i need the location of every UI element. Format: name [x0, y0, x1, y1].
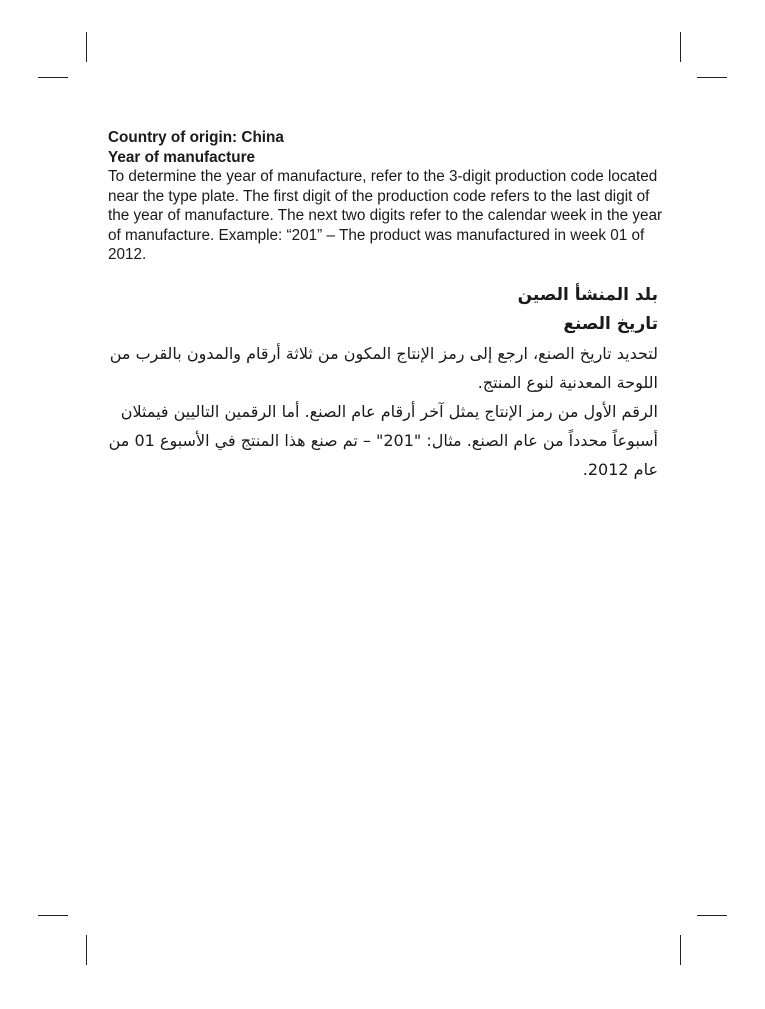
- arabic-section: [108, 281, 658, 484]
- year-of-manufacture-heading: Year of manufacture: [108, 148, 256, 166]
- crop-mark-top-left-horizontal: [38, 77, 68, 78]
- crop-mark-bottom-right-vertical: [680, 935, 681, 965]
- english-section: [108, 128, 668, 265]
- country-of-origin-heading: Country of origin: China: [108, 129, 284, 146]
- arabic-paragraph-2: الرقم الأول من رمز الإنتاج يمثل آخر أرقام عام الصنع. أما الرقمين التاليين فيمثلان أسبوعاً محدداً من عام الصنع. مثال: "201" – تم صنع هذا المنتج في الأسبوع 01 من عام 2012.: [108, 402, 658, 479]
- arabic-country-of-origin-heading: بلد المنشأ الصين: [517, 285, 658, 305]
- arabic-year-of-manufacture-heading: تاريخ الصنع: [563, 314, 658, 334]
- crop-mark-top-left-vertical: [86, 32, 87, 62]
- crop-mark-top-right-horizontal: [697, 77, 727, 78]
- crop-mark-bottom-left-horizontal: [38, 915, 68, 916]
- crop-mark-bottom-left-vertical: [86, 935, 87, 965]
- crop-mark-top-right-vertical: [680, 32, 681, 62]
- year-of-manufacture-body: To determine the year of manufacture, refer to the 3-digit production code located near the type plate. The first digit of the production code refers to the last digit of the year of manufacture. The next two digits refer to the calendar week in the year of manufacture. Example: “201” – The product was manufactured in week 01 of 2012.: [108, 168, 663, 263]
- crop-mark-bottom-right-horizontal: [697, 915, 727, 916]
- arabic-paragraph-1: لتحديد تاريخ الصنع، ارجع إلى رمز الإنتاج المكون من ثلاثة أرقام والمدون بالقرب من اللوحة المعدنية لنوع المنتج.: [109, 344, 658, 392]
